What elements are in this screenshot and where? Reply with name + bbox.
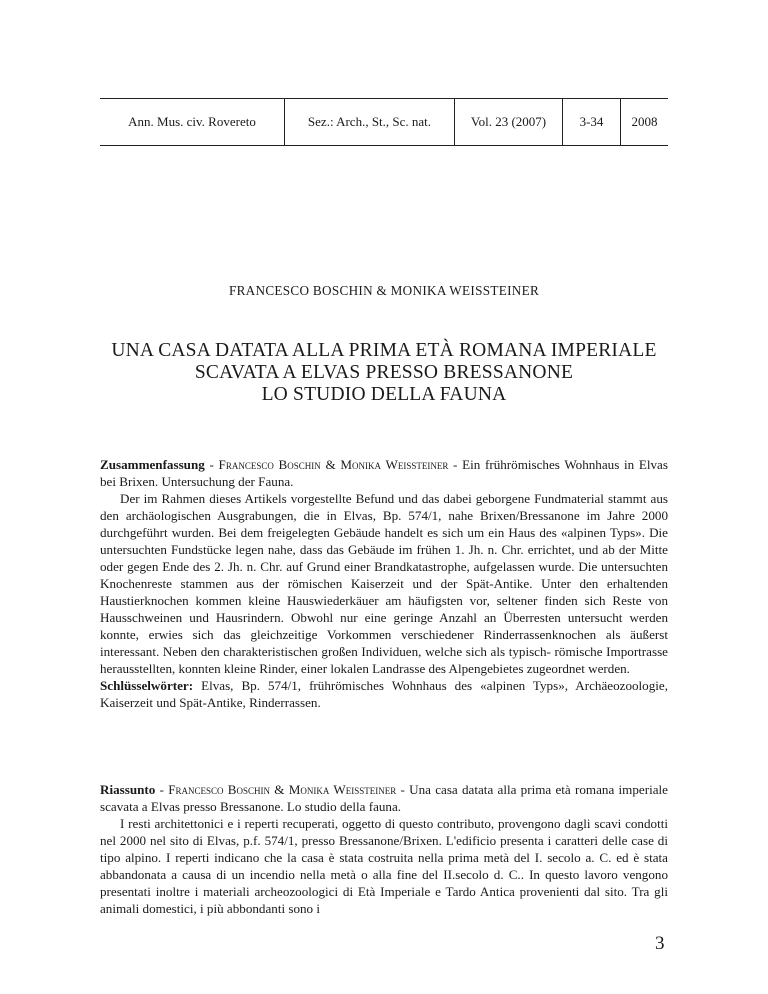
separator: - xyxy=(155,782,169,797)
riassunto-label: Riassunto xyxy=(100,782,156,797)
abstract-title-it: - Una casa datata alla prima età romana imperiale scavata a Elvas presso Bressanone. Lo studio della fauna. xyxy=(100,782,668,814)
journal-section: Sez.: Arch., St., Sc. nat. xyxy=(284,99,454,145)
title-line: UNA CASA DATATA ALLA PRIMA ETÀ ROMANA IMPERIALE xyxy=(111,340,657,361)
keywords-label: Schlüsselwörter: xyxy=(100,678,194,693)
title-line: LO STUDIO DELLA FAUNA xyxy=(261,384,507,405)
separator: - xyxy=(204,457,219,472)
keywords-paragraph xyxy=(100,677,668,711)
article-title xyxy=(60,340,708,406)
title-line: SCAVATA A ELVAS PRESSO BRESSANONE xyxy=(194,362,574,383)
keywords-text: Elvas, Bp. 574/1, frührömisches Wohnhaus des «alpinen Typs», Archäeozoologie, Kaiserzeit und Spät-Antike, Rinderrassen. xyxy=(100,678,668,710)
abstract-title-de: - Ein frührömisches Wohnhaus in Elvas bei Brixen. Untersuchung der Fauna. xyxy=(100,457,668,489)
article-authors: FRANCESCO BOSCHIN & MONIKA WEISSTEINER xyxy=(228,283,540,298)
abstract-authors: Francesco Boschin & Monika Weissteiner xyxy=(218,457,449,472)
riassunto-section xyxy=(100,781,668,917)
abstract-authors: Francesco Boschin & Monika Weissteiner xyxy=(168,782,397,797)
zusammenfassung-body: Der im Rahmen dieses Artikels vorgestellte Befund und das dabei geborgene Fundmaterial stammt aus den archäologischen Ausgrabungen, die in Elvas, Bp. 574/1, nahe Brixen/Bressanone im Jahre 2000 durchgeführt wurden. Bei dem freigelegten Gebäude handelt es sich um ein Haus des «alpinen Typs». Die untersuchten Fundstücke legen nahe, dass das Gebäude im frühen 1. Jh. n. Chr. errichtet, und ab der Mitte oder gegen Ende des 2. Jh. n. Chr. auf Grund einer Brandkatastrophe, aufgelassen wurde. Die untersuchten Knochenreste stammen aus der römischen Kaiserzeit und der Spät-Antike. Unter den erhaltenden Haustierknochen kommen kleine Hauswiederkäuer am häufigsten vor, seltener finden sich Reste von Hausschweinen und Hausrindern. Obwohl nur eine geringe Anzahl an Überresten untersucht werden konnte, erwies sich das gleichzeitige Vorkommen verschiedener Rinderrassenknochen als äußerst interessant. Neben den charakteristischen großen Individuen, welche sich als typisch- römische Importrasse herausstellten, konnten kleine Rinder, einer lokalen Landrasse des Alpengebietes zugeordnet werden. xyxy=(100,491,668,676)
zusammenfassung-label: Zusammenfassung xyxy=(100,457,205,472)
journal-volume: Vol. 23 (2007) xyxy=(454,99,562,145)
page-number: 3 xyxy=(655,933,665,954)
journal-header xyxy=(100,98,668,146)
publication-year: 2008 xyxy=(620,99,668,145)
riassunto-intro xyxy=(100,781,668,815)
riassunto-body: I resti architettonici e i reperti recuperati, oggetto di questo contributo, provengono dagli scavi condotti nel 2000 nel sito di Elvas, p.f. 574/1, presso Bressanone/Brixen. L'edificio presenta i caratteri delle case di tipo alpino. I reperti indicano che la casa è stata costruita nella prima metà del I. secolo a. C. ed è stata abbandonata a causa di un incendio nella metà o alla fine del II.secolo d. C.. In questo lavoro vengono presentati inoltre i materiali archeozoologici di Età Imperiale e Tardo Antica provenienti dal sito. Tra gli animali domestici, i più abbondanti sono i xyxy=(100,816,668,916)
page-range: 3-34 xyxy=(562,99,620,145)
zusammenfassung-intro xyxy=(100,456,668,490)
journal-name: Ann. Mus. civ. Rovereto xyxy=(128,114,256,129)
zusammenfassung-section xyxy=(100,456,668,711)
